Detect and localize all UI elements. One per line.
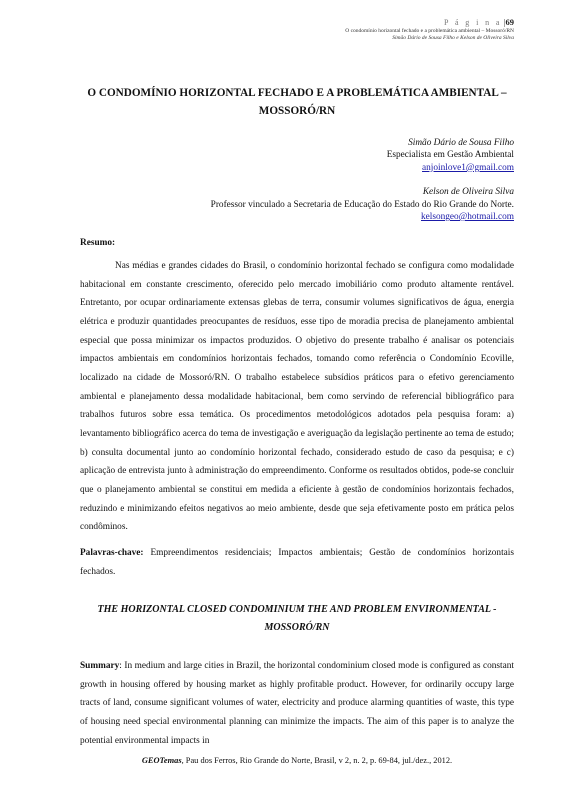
keywords bbox=[80, 544, 514, 581]
english-title: THE HORIZONTAL CLOSED CONDOMINIUM THE AND PROBLEM ENVIRONMENTAL - MOSSORÓ/RN bbox=[97, 604, 497, 633]
keywords-text: Empreendimentos residenciais; Impactos ambientais; Gestão de condomínios horizontais fechados. bbox=[80, 548, 514, 577]
summary-text: : In medium and large cities in Brazil, the horizontal condominium closed mode is configured as constant growth in housing offered by housing market as highly profitable product. However, for ordinarily occupy large tracts of land, consume significant volumes of water, electricity and produce alarming quantities of waste, this type of housing need special environmental planning can minimize the impacts. The aim of this paper is to analyze the potential environmental impacts in bbox=[80, 661, 514, 746]
running-authors: Simão Dário de Sousa Filho e Kelson de Oliveira Silva bbox=[392, 34, 514, 41]
summary-label: Summary bbox=[80, 661, 120, 671]
page-indicator bbox=[345, 17, 514, 28]
page-separator: | bbox=[503, 18, 506, 27]
footer-text: , Pau dos Ferros, Rio Grande do Norte, Brasil, v 2, n. 2, p. 69-84, jul./dez., 2012. bbox=[181, 756, 453, 765]
author-email-link[interactable]: anjoinlove1@gmail.com bbox=[422, 162, 514, 173]
abstract-heading: Resumo: bbox=[80, 238, 116, 248]
paper-title: O CONDOMÍNIO HORIZONTAL FECHADO E A PROBLEMÁTICA AMBIENTAL – MOSSORÓ/RN bbox=[87, 87, 507, 117]
running-title: O condomínio horizontal fechado e a problemática ambiental – Mossoró/RN bbox=[345, 28, 514, 34]
author-email-link[interactable]: kelsongeo@hotmail.com bbox=[421, 212, 514, 223]
keywords-label: Palavras-chave: bbox=[80, 548, 144, 558]
summary bbox=[80, 657, 514, 750]
authors-block bbox=[211, 137, 514, 223]
author-affiliation: Especialista em Gestão Ambiental bbox=[386, 150, 514, 161]
page-word: P á g i n a bbox=[444, 18, 502, 27]
journal-logo: GEOTemas bbox=[141, 756, 182, 765]
footer-citation bbox=[80, 756, 514, 765]
author-affiliation: Professor vinculado a Secretaria de Educação do Estado do Rio Grande do Norte. bbox=[210, 199, 514, 210]
author-name: Kelson de Oliveira Silva bbox=[422, 187, 514, 198]
running-header bbox=[345, 17, 514, 42]
author-name: Simão Dário de Sousa Filho bbox=[408, 138, 514, 148]
abstract-text: Nas médias e grandes cidades do Brasil, o condomínio horizontal fechado se configura como modalidade habitacional em constante crescimento, oferecido pelo mercado imobiliário como produto altamente rentável. Entretanto, por ocupar ordinariamente extensas glebas de terra, consumir volumes significativos de água, energia elétrica e produzir quantidades preocupantes de resíduos, esse tipo de moradia precisa de planejamento ambiental especial que possa minimizar os impactos produzidos. O objetivo do presente trabalho é analisar os potenciais impactos ambientais em condomínios horizontais fechados, tomando como referência o Condomínio Ecoville, localizado na cidade de Mossoró/RN. O trabalho estabelece subsídios práticos para o efetivo gerenciamento ambiental e planejamento dessa modalidade habitacional, bem como servindo de referencial bibliográfico para trabalhos futuros sobre essa temática. Os procedimentos metodológicos adotados pela pesquisa foram: a) levantamento bibliográfico acerca do tema de investigação e averiguação da legislação pertinente ao tema de estudo; b) consulta documental junto ao condomínio horizontal fechado, considerado estudo de caso da pesquisa; e c) aplicação de entrevista junto à administração do empreendimento. Conforme os resultados obtidos, pode-se concluir que o planejamento ambiental se constitui em medida a eficiente à gestão de condomínios horizontais fechados, reduzindo e minimizando efeitos negativos ao meio ambiente, desde que seja efetivamente posto em prática pelos condôminos. bbox=[80, 261, 514, 533]
page-number: 69 bbox=[505, 17, 514, 27]
